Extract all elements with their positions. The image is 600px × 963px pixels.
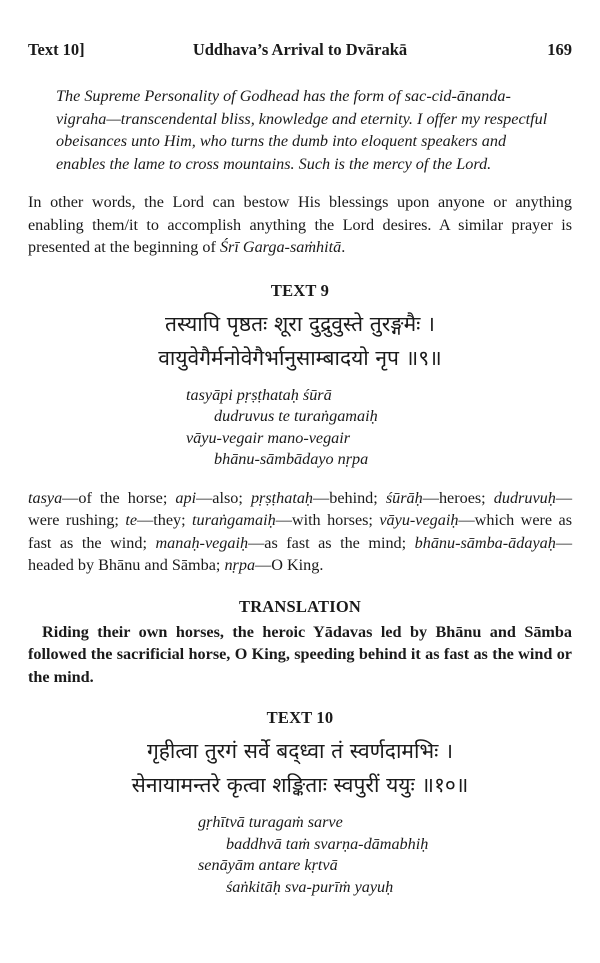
synonym-meaning: —with horses; [275,511,380,529]
prayer-quote: The Supreme Personality of Godhead has the form of sac-cid-ānanda-vigraha—transcendental bliss, knowledge and eternity. I offer my respectful obeisances unto Him, who turns the dumb into eloquent speakers and enables the lame to cross mountains. Such is the mercy of the Lord. [56,87,548,173]
text9-transliteration [186,385,572,471]
synonym-word: api [175,488,197,507]
sanskrit-line: गृहीत्वा तुरगं सर्वे बद्ध्वा तं स्वर्णदामभिः । [146,739,454,763]
paragraph-text: In other words, the Lord can bestow His blessings upon anyone or anything enabling them/it to accomplish anything the Lord desires. A similar prayer is presented at the beginning of [28,193,572,256]
translit-line: tasyāpi pṛṣṭhataḥ śūrā [186,385,332,404]
synonym-meaning: —were rushing; [28,488,572,529]
synonym-meaning: —which were as fast as the wind; [28,511,572,552]
sanskrit-line: वायुवेगैर्मनोवेगैर्भानुसाम्बादयो नृप ॥९॥ [158,345,442,370]
running-header [28,40,572,60]
translit-line: senāyām antare kṛtvā [198,856,338,874]
synonym-meaning: —of the horse; [62,488,176,507]
text9-heading: TEXT 9 [270,280,330,300]
synonym-word: vāyu-vegaiḥ [379,511,459,529]
translit-line: vāyu-vegair mano-vegair [186,428,351,447]
text9-sanskrit [28,307,572,375]
translit-line: śaṅkitāḥ sva-purīṁ yayuḥ [226,877,394,896]
synonym-word: bhānu-sāmba-ādayaḥ [414,533,556,552]
synonym-word: manaḥ-vegaiḥ [155,533,249,552]
text10-heading: TEXT 10 [266,708,334,727]
synonym-word: tasya [28,488,63,507]
text10-transliteration [198,812,572,898]
translit-line: bhānu-sāmbādayo nṛpa [214,450,369,468]
translit-line: baddhvā taṁ svarṇa-dāmabhiḥ [226,834,429,853]
synonym-meaning: —behind; [313,488,386,507]
synonym-word: turaṅgamaiḥ [192,511,276,529]
text10-sanskrit [28,734,572,802]
synonym-word: dudruvuḥ [493,488,556,507]
paragraph-end: . [341,238,346,256]
synonym-meaning: —O King. [255,556,324,574]
translation-heading: TRANSLATION [238,596,361,616]
page-number: 169 [547,40,572,59]
translit-line: gṛhītvā turagaṁ sarve [198,813,343,831]
synonym-meaning: —as fast as the mind; [248,533,415,552]
book-page [28,40,572,898]
purport-paragraph [28,191,572,259]
paragraph-book-title: Śrī Garga-saṁhitā [219,238,342,256]
synonym-meaning: —they; [137,511,193,529]
synonym-word: te [125,511,138,529]
synonym-word: śūrāḥ [385,488,423,507]
synonym-word: pṛṣṭhataḥ [250,488,314,507]
synonym-meaning: —also; [196,488,251,507]
translit-line: dudruvus te turaṅgamaiḥ [214,407,378,425]
synonym-word: nṛpa [224,556,256,574]
synonym-meaning: —headed by Bhānu and Sāmba; [28,533,573,574]
header-chapter-title: Uddhava’s Arrival to Dvārakā [192,40,408,59]
text9-synonyms [28,487,572,577]
sanskrit-line: तस्यापि पृष्ठतः शूरा दुद्रुवुस्ते तुरङ्गमैः । [164,311,436,336]
sanskrit-line: सेनायामन्तरे कृत्वा शङ्किताः स्वपुरीं ययुः ॥१०॥ [131,773,469,797]
synonym-meaning: —heroes; [422,488,494,507]
header-section-ref: Text 10] [28,40,85,59]
translation-text: Riding their own horses, the heroic Yādavas led by Bhānu and Sāmba followed the sacrificial horse, O King, speeding behind it as fast as the wind or the mind. [28,622,572,686]
